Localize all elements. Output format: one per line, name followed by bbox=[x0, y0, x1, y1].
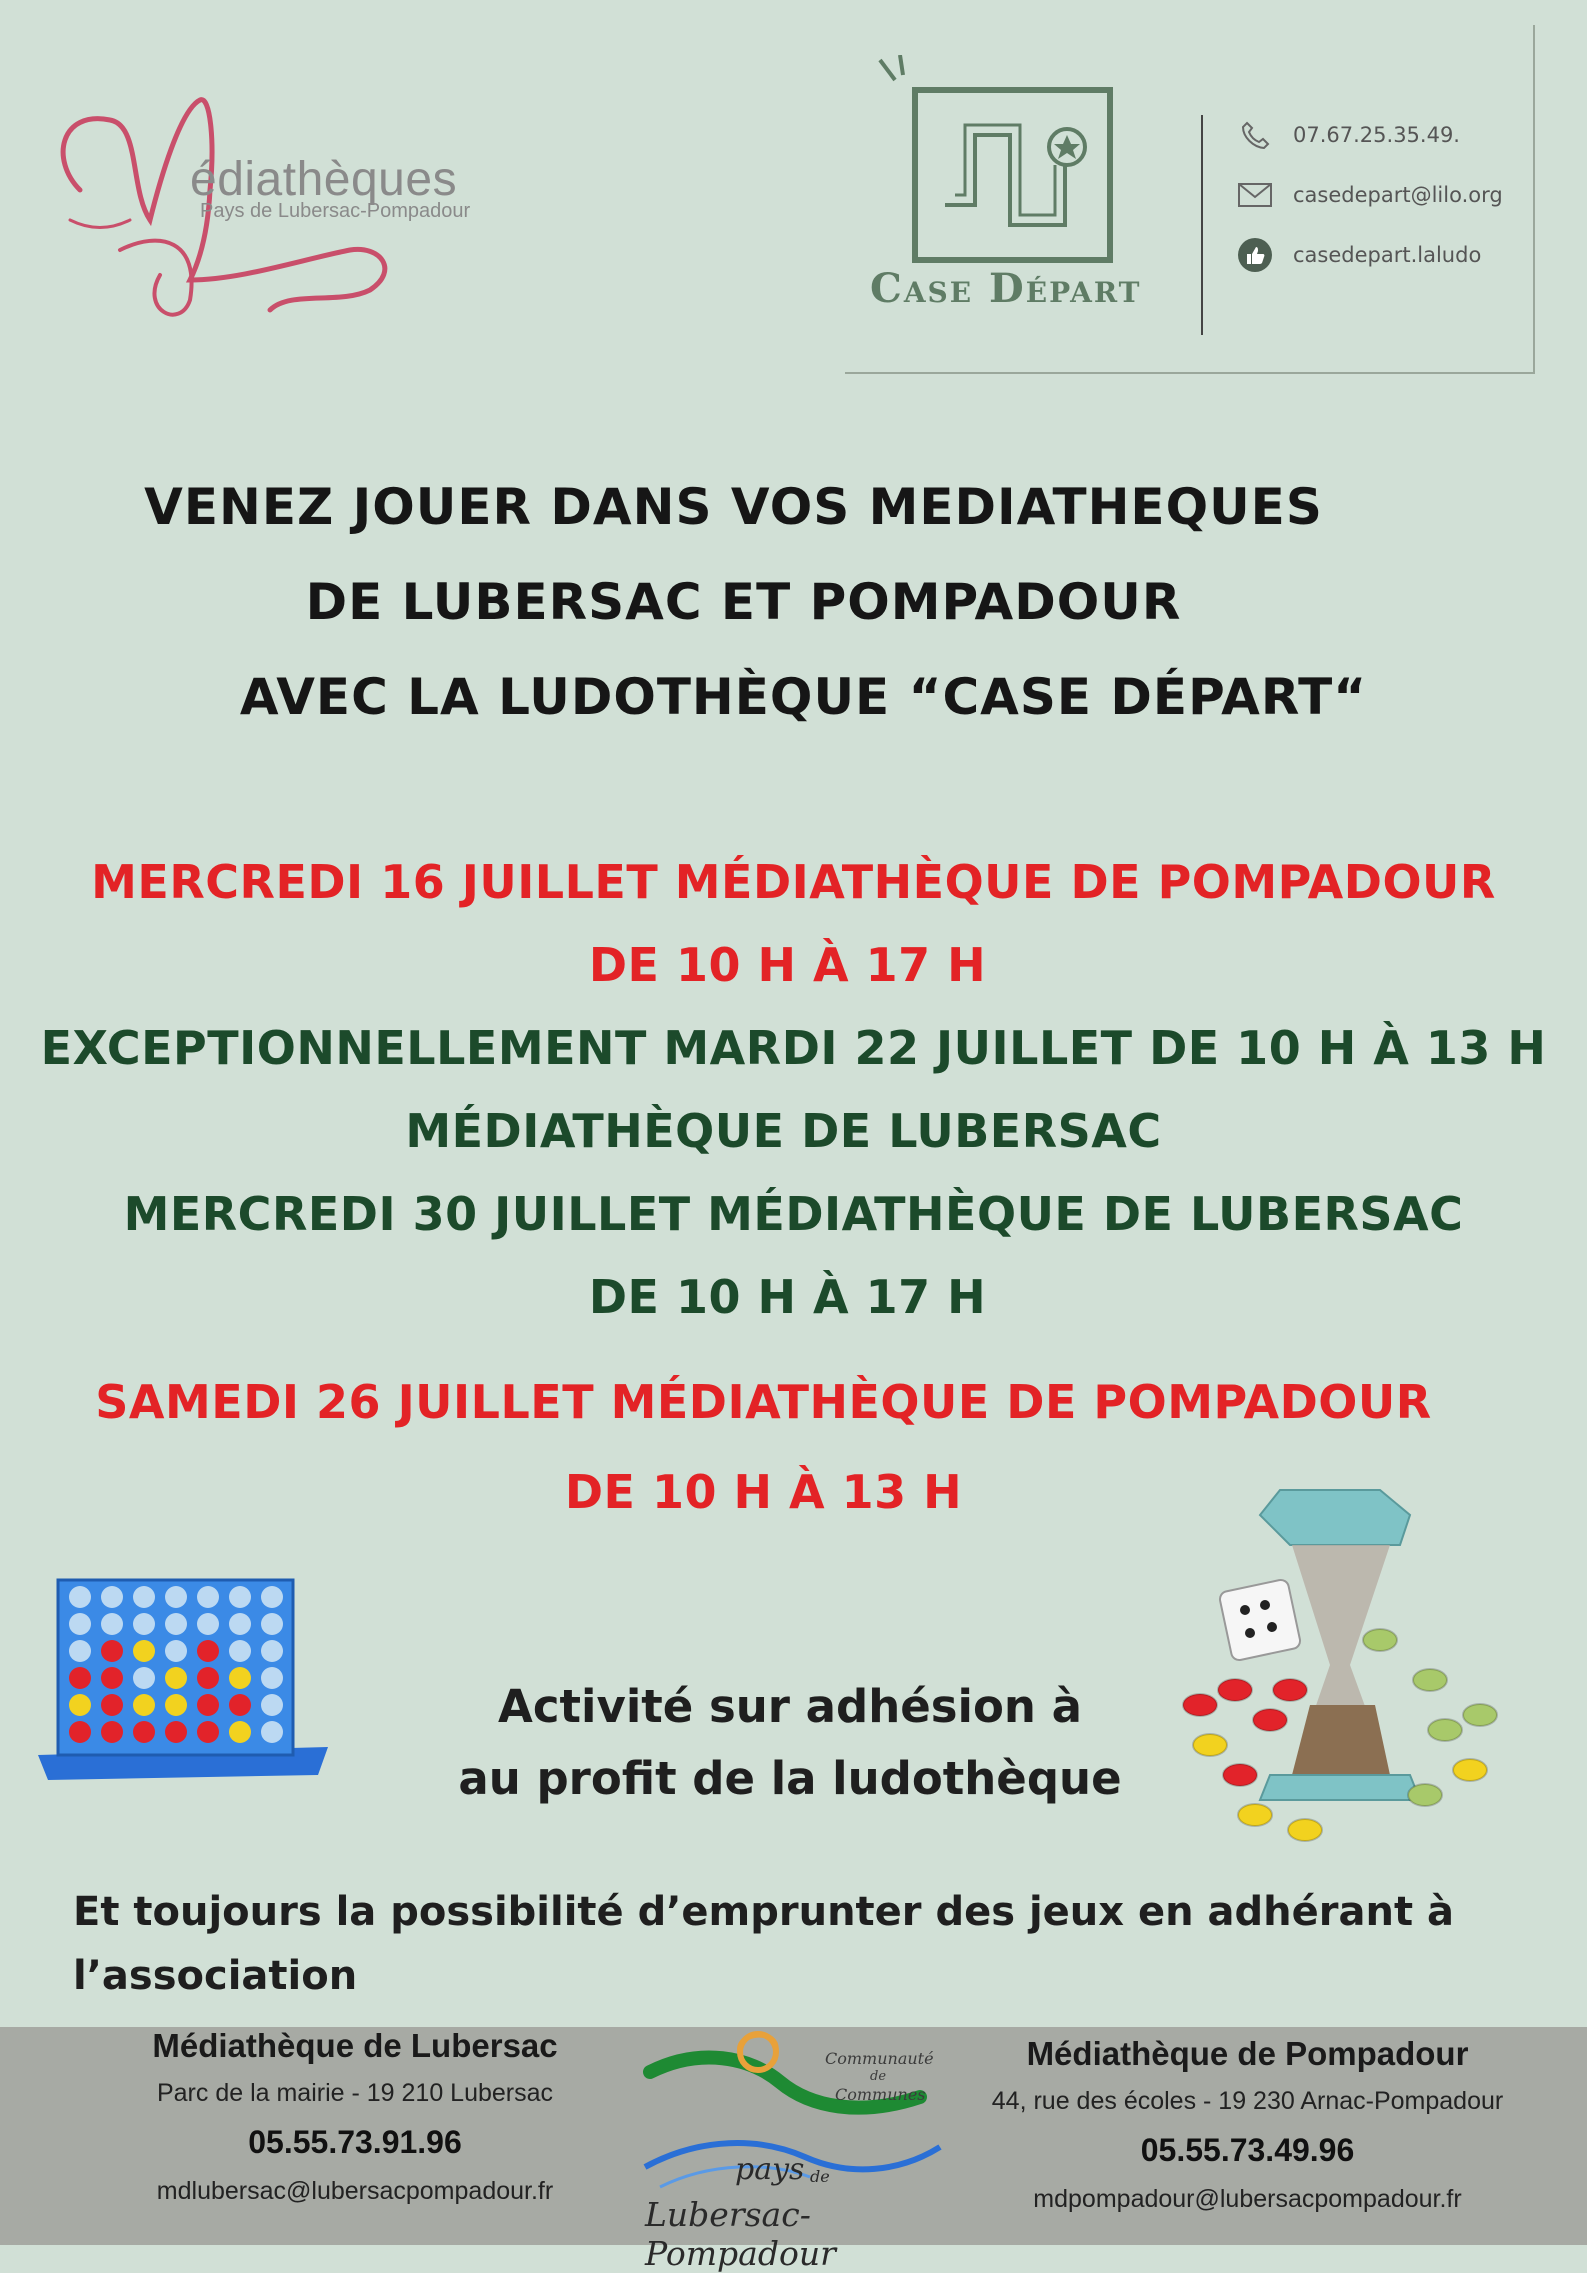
schedule-line-6: DE 10 H À 17 H bbox=[588, 1270, 987, 1324]
contact-social bbox=[1235, 235, 1481, 275]
footer-lubersac-address: Parc de la mairie - 19 210 Lubersac bbox=[156, 2079, 554, 2107]
connect-four-hole bbox=[101, 1721, 123, 1743]
communaute-communes-logo bbox=[640, 2027, 950, 2273]
connect-four-hole bbox=[261, 1613, 283, 1635]
footer-pompadour-phone: 05.55.73.49.96 bbox=[1140, 2132, 1355, 2168]
mediatheques-logo-subtitle: Pays de Lubersac-Pompadour bbox=[200, 200, 471, 222]
connect-four-hole bbox=[229, 1721, 251, 1743]
schedule-line-4: MÉDIATHÈQUE DE LUBERSAC bbox=[405, 1104, 1162, 1158]
hourglass-dice-image bbox=[1180, 1475, 1510, 1845]
connect-four-hole bbox=[69, 1667, 91, 1689]
connect-four-hole bbox=[229, 1640, 251, 1662]
schedule-line-1: MERCREDI 16 JUILLET MÉDIATHÈQUE DE POMPADOUR bbox=[91, 855, 1496, 909]
connect-four-hole bbox=[101, 1640, 123, 1662]
connect-four-hole bbox=[229, 1586, 251, 1608]
connect-four-hole bbox=[69, 1721, 91, 1743]
connect-four-hole bbox=[133, 1640, 155, 1662]
connect-four-hole bbox=[261, 1667, 283, 1689]
game-token bbox=[1193, 1734, 1227, 1756]
connect-four-hole bbox=[165, 1667, 187, 1689]
intro-line-2: DE LUBERSAC ET POMPADOUR bbox=[305, 573, 1182, 631]
case-depart-title: Case Départ bbox=[870, 265, 1142, 312]
connect-four-hole bbox=[133, 1613, 155, 1635]
game-token bbox=[1428, 1719, 1462, 1741]
footer-lubersac bbox=[100, 2027, 610, 2206]
connect-four-hole bbox=[101, 1586, 123, 1608]
contact-email bbox=[1235, 175, 1503, 215]
connect-four-hole bbox=[165, 1640, 187, 1662]
game-token bbox=[1463, 1704, 1497, 1726]
intro-line-1: VENEZ JOUER DANS VOS MEDIATHEQUES bbox=[144, 478, 1323, 536]
mail-icon bbox=[1235, 175, 1275, 215]
like-icon bbox=[1235, 235, 1275, 275]
game-token bbox=[1218, 1679, 1252, 1701]
connect-four-hole bbox=[261, 1721, 283, 1743]
schedule-line-2: DE 10 H À 17 H bbox=[588, 938, 987, 992]
footer-pompadour-email: mdpompadour@lubersacpompadour.fr bbox=[1033, 2185, 1462, 2213]
connect-four-hole bbox=[229, 1667, 251, 1689]
contact-phone bbox=[1235, 115, 1460, 155]
activity-line-1: Activité sur adhésion à bbox=[498, 1680, 1082, 1733]
connect-four-hole bbox=[261, 1694, 283, 1716]
game-token bbox=[1408, 1784, 1442, 1806]
connect-four-hole bbox=[165, 1613, 187, 1635]
connect-four-hole bbox=[133, 1667, 155, 1689]
note-line-2: l’association bbox=[73, 1953, 358, 1999]
connect-four-hole bbox=[165, 1694, 187, 1716]
contact-email-text: casedepart@lilo.org bbox=[1293, 183, 1503, 207]
cc-line-1: Communauté bbox=[825, 2049, 934, 2068]
connect-four-hole bbox=[165, 1586, 187, 1608]
schedule-line-3: EXCEPTIONNELLEMENT MARDI 22 JUILLET DE 10 H À 13 H bbox=[40, 1021, 1547, 1075]
connect-four-hole bbox=[69, 1586, 91, 1608]
contact-phone-text: 07.67.25.35.49. bbox=[1293, 123, 1460, 147]
mediatheques-logo-word: édiathèques bbox=[190, 153, 458, 206]
phone-icon bbox=[1235, 115, 1275, 155]
cc-line-2: de bbox=[870, 2069, 887, 2084]
connect-four-hole bbox=[229, 1694, 251, 1716]
schedule-line-8: DE 10 H À 13 H bbox=[564, 1465, 963, 1519]
game-token bbox=[1453, 1759, 1487, 1781]
connect-four-hole bbox=[261, 1640, 283, 1662]
cc-de: de bbox=[810, 2167, 830, 2186]
connect-four-hole bbox=[197, 1667, 219, 1689]
note-line-1: Et toujours la possibilité d’emprunter des jeux en adhérant à bbox=[73, 1889, 1454, 1935]
game-token bbox=[1253, 1709, 1287, 1731]
game-token bbox=[1223, 1764, 1257, 1786]
footer bbox=[0, 2027, 1587, 2273]
connect-four-hole bbox=[197, 1694, 219, 1716]
footer-pompadour bbox=[945, 2035, 1550, 2214]
case-depart-box bbox=[845, 25, 1535, 374]
footer-lubersac-phone: 05.55.73.91.96 bbox=[248, 2124, 462, 2160]
cc-pays: pays bbox=[735, 2152, 805, 2187]
connect-four-hole bbox=[261, 1586, 283, 1608]
mediatheques-logo bbox=[40, 80, 540, 330]
footer-pompadour-name: Médiathèque de Pompadour bbox=[1026, 2035, 1469, 2072]
intro-line-3: AVEC LA LUDOTHÈQUE “CASE DÉPART“ bbox=[239, 668, 1368, 726]
connect-four-hole bbox=[197, 1586, 219, 1608]
game-token bbox=[1413, 1669, 1447, 1691]
game-token bbox=[1363, 1629, 1397, 1651]
game-token bbox=[1183, 1694, 1217, 1716]
cc-name: Lubersac-Pompadour bbox=[645, 2195, 836, 2273]
schedule-line-5: MERCREDI 30 JUILLET MÉDIATHÈQUE DE LUBERSAC bbox=[123, 1187, 1464, 1241]
connect-four-hole bbox=[133, 1586, 155, 1608]
cc-line-3: Communes bbox=[835, 2085, 926, 2104]
connect-four-hole bbox=[101, 1667, 123, 1689]
connect-four-hole bbox=[69, 1694, 91, 1716]
connect-four-hole bbox=[101, 1613, 123, 1635]
game-token bbox=[1273, 1679, 1307, 1701]
connect-four-hole bbox=[229, 1613, 251, 1635]
footer-lubersac-email: mdlubersac@lubersacpompadour.fr bbox=[156, 2177, 554, 2205]
game-token bbox=[1238, 1804, 1272, 1826]
connect-four-hole bbox=[69, 1640, 91, 1662]
game-token bbox=[1288, 1819, 1322, 1841]
footer-pompadour-address: 44, rue des écoles - 19 230 Arnac-Pompadour bbox=[991, 2087, 1504, 2115]
connect-four-hole bbox=[101, 1694, 123, 1716]
game-board-icon bbox=[875, 55, 1115, 265]
connect-four-hole bbox=[133, 1694, 155, 1716]
connect-four-hole bbox=[133, 1721, 155, 1743]
activity-line-2: au profit de la ludothèque bbox=[458, 1752, 1122, 1805]
connect-four-hole bbox=[197, 1721, 219, 1743]
contact-social-text: casedepart.laludo bbox=[1293, 243, 1482, 267]
connect-four-hole bbox=[197, 1613, 219, 1635]
connect-four-hole bbox=[165, 1721, 187, 1743]
connect-four-hole bbox=[69, 1613, 91, 1635]
connect-four-hole bbox=[197, 1640, 219, 1662]
schedule-line-7: SAMEDI 26 JUILLET MÉDIATHÈQUE DE POMPADOUR bbox=[95, 1375, 1432, 1429]
connect-four-image bbox=[38, 1575, 328, 1785]
case-depart-divider bbox=[1201, 115, 1203, 335]
footer-lubersac-name: Médiathèque de Lubersac bbox=[152, 2027, 558, 2064]
